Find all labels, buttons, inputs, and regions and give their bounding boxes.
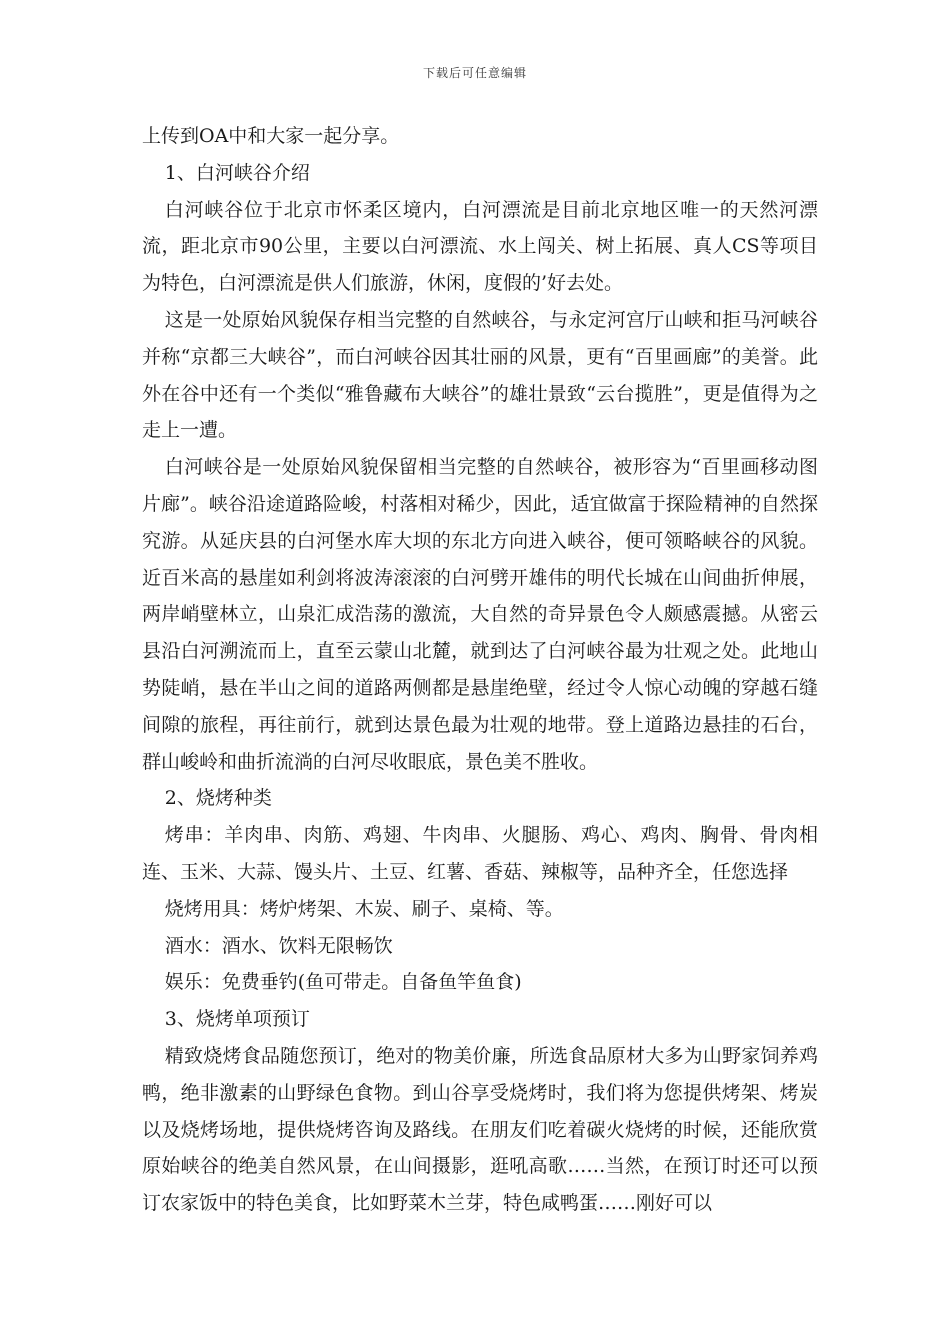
- page-header: 下载后可任意编辑: [422, 66, 527, 80]
- paragraph-entertainment: 娱乐：免费垂钓(鱼可带走。自备鱼竿鱼食): [164, 971, 522, 994]
- paragraph-drinks: 酒水：酒水、饮料无限畅饮: [164, 934, 393, 957]
- paragraph-canyon-details: 白河峡谷是一处原始风貌保留相当完整的自然峡谷，被形容为“百里画移动图片廊”。峡谷沿途道路险峻，村落相对稀少，因此，适宜做富于探险精神的自然探究游。从延庆县的白河堡水库大坝的东北方向进入峡谷，便可领略峡谷的风貌。近百米高的悬崖如利剑将波涛滚滚的白河劈开雄伟的明代长城在山间曲折伸展，两岸峭壁林立，山泉汇成浩荡的激流，大自然的奇异景色令人颇感震撼。从密云县沿白河溯流而上，直至云蒙山北麓，就到达了白河峡谷最为壮观之处。此地山势陡峭，悬在半山之间的道路两侧都是悬崖绝壁，经过令人惊心动魄的穿越石缝间隙的旅程，再往前行，就到达景色最为壮观的地带。登上道路边悬挂的石台，群山峻岭和曲折流淌的白河尽收眼底，景色美不胜收。: [142, 456, 818, 773]
- document-body: [142, 118, 818, 1222]
- section-heading-3: 3、烧烤单项预订: [164, 1008, 310, 1031]
- paragraph-booking: 精致烧烤食品随您预订，绝对的物美价廉，所选食品原材大多为山野家饲养鸡鸭，绝非激素的山野绿色食物。到山谷享受烧烤时，我们将为您提供烤架、烤炭以及烧烤场地，提供烧烤咨询及路线。在朋友们吃着碳火烧烤的时候，还能欣赏原始峡谷的绝美自然风景，在山间摄影，逛吼高歌……当然，在预订时还可以预订农家饭中的特色美食，比如野菜木兰芽，特色咸鸭蛋……刚好可以: [142, 1044, 818, 1215]
- section-heading-2: 2、烧烤种类: [164, 787, 272, 810]
- paragraph-1: 上传到OA中和大家一起分享。: [142, 125, 400, 147]
- paragraph-skewers: 烤串：羊肉串、肉筋、鸡翅、牛肉串、火腿肠、鸡心、鸡肉、胸骨、骨肉相连、玉米、大蒜、馒头片、土豆、红薯、香菇、辣椒等，品种齐全，任您选择: [142, 824, 818, 883]
- paragraph-canyon-fame: 这是一处原始风貌保存相当完整的自然峡谷，与永定河宫厅山峡和拒马河峡谷并称“京都三大峡谷”，而白河峡谷因其壮丽的风景，更有“百里画廊”的美誉。此外在谷中还有一个类似“雅鲁藏布大峡谷”的雄壮景致“云台揽胜”，更是值得为之走上一遭。: [142, 308, 818, 442]
- section-heading-1: 1、白河峡谷介绍: [164, 161, 310, 184]
- paragraph-tools: 烧烤用具：烤炉烤架、木炭、刷子、桌椅、等。: [164, 897, 564, 920]
- paragraph-intro: 白河峡谷位于北京市怀柔区境内，白河漂流是目前北京地区唯一的天然河漂流，距北京市90公里，主要以白河漂流、水上闯关、树上拓展、真人CS等项目为特色，白河漂流是供人们旅游，休闲，度假的’好去处。: [142, 198, 818, 295]
